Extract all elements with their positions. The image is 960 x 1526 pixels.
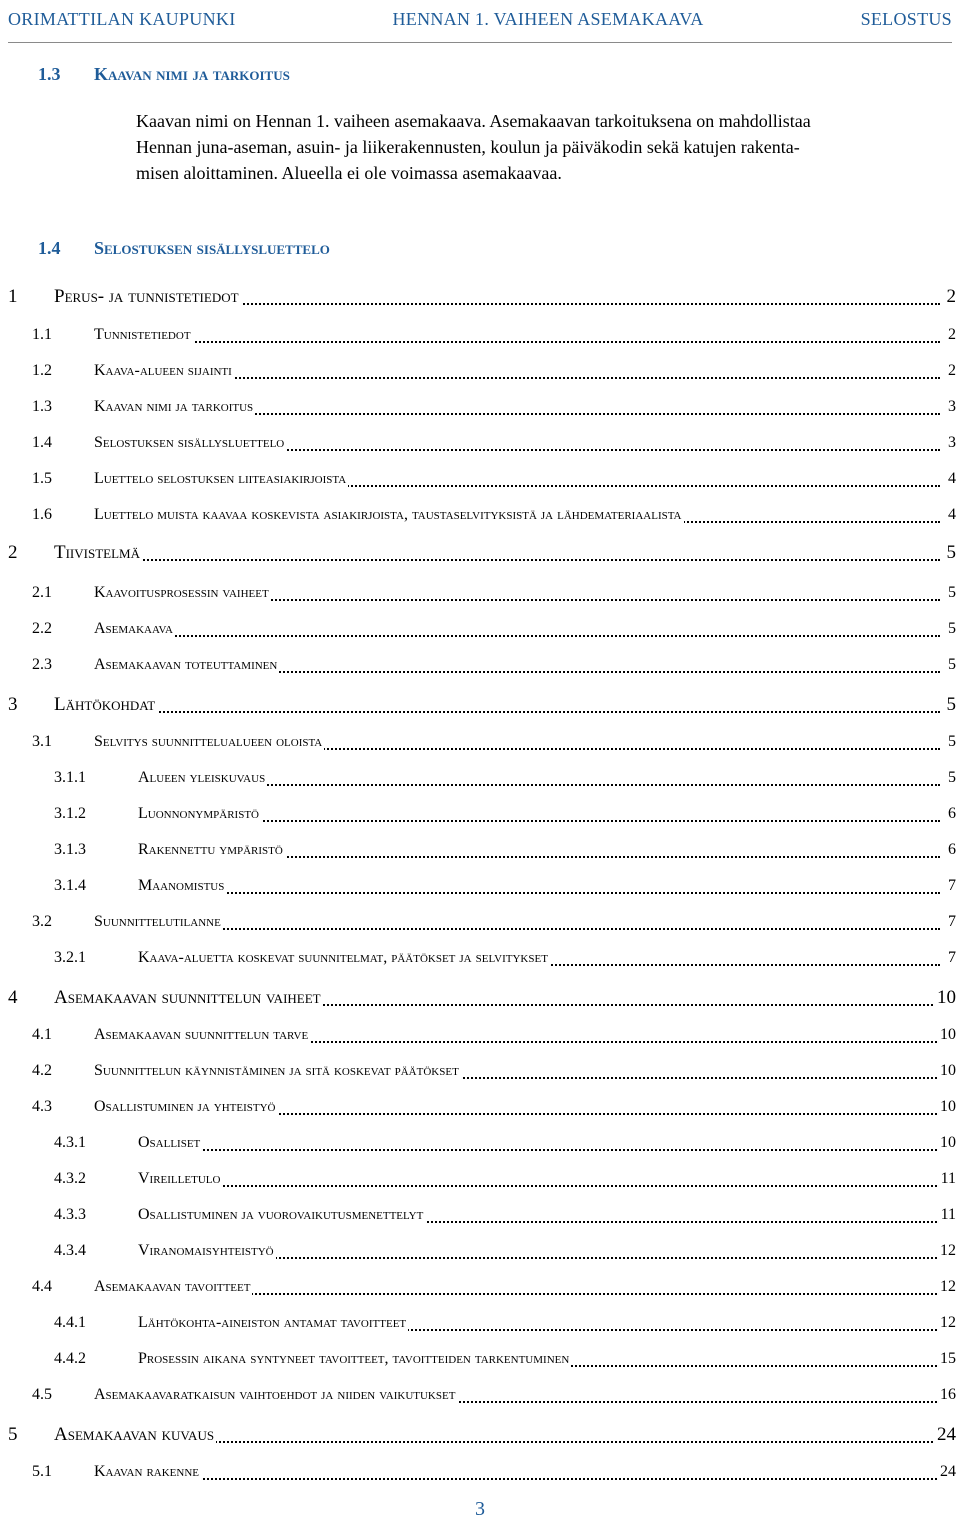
toc-entry-title: Osalliset <box>138 1134 201 1151</box>
section-heading-1-3 <box>38 64 290 85</box>
header-document-type: SELOSTUS <box>860 9 952 29</box>
toc-entry-page: 5 <box>945 656 958 674</box>
toc-entry-title: Kaavan nimi ja tarkoitus <box>94 398 254 415</box>
toc-entry-page: 12 <box>937 1242 958 1260</box>
toc-entry-page: 24 <box>934 1424 958 1446</box>
toc-entry-page: 5 <box>945 733 958 751</box>
toc-entry-number: 4.5 <box>32 1386 52 1403</box>
toc-entry-number: 4.3.3 <box>54 1206 86 1223</box>
page-number: 3 <box>475 1498 485 1520</box>
toc-entry-number: 1 <box>8 286 18 307</box>
toc-entry-page: 16 <box>937 1386 958 1404</box>
toc-entry-number: 4.4.1 <box>54 1314 86 1331</box>
toc-entry-number: 4.4.2 <box>54 1350 86 1367</box>
toc-entry-title: Asemakaavan suunnittelun vaiheet <box>54 987 321 1008</box>
toc-entry[interactable] <box>0 805 960 827</box>
section-1-3-paragraph <box>136 108 956 186</box>
toc-entry-page: 5 <box>945 584 958 602</box>
toc-entry[interactable] <box>0 286 960 310</box>
toc-entry[interactable] <box>0 542 960 566</box>
paragraph-line: Hennan juna-aseman, asuin- ja liikerakennusten, koulun ja päiväkodin sekä katujen rakenta- <box>136 137 800 157</box>
toc-entry[interactable] <box>0 1242 960 1264</box>
toc-entry-page: 10 <box>937 1062 958 1080</box>
toc-entry-number: 3 <box>8 694 18 715</box>
toc-entry-number: 3.1.3 <box>54 841 86 858</box>
toc-entry-page: 6 <box>945 805 958 823</box>
toc-entry-title: Selvitys suunnittelualueen oloista <box>94 733 323 750</box>
toc-entry-number: 4.3.4 <box>54 1242 86 1259</box>
toc-entry-title: Asemakaavaratkaisun vaihtoehdot ja niiden vaikutukset <box>94 1386 456 1403</box>
toc-entry-title: Viranomaisyhteistyö <box>138 1242 274 1259</box>
toc-entry-title: Tiivistelmä <box>54 542 140 563</box>
toc-entry[interactable] <box>0 841 960 863</box>
toc-dot-leader <box>136 877 940 894</box>
toc-entry[interactable] <box>0 949 960 971</box>
toc-entry-page: 2 <box>945 326 958 344</box>
toc-entry-title: Alueen yleiskuvaus <box>138 769 266 786</box>
toc-entry[interactable] <box>0 1278 960 1300</box>
toc-entry[interactable] <box>0 1206 960 1228</box>
toc-entry-number: 2 <box>8 542 18 563</box>
toc-entry-title: Suunnittelun käynnistäminen ja sitä koskevat päätökset <box>94 1062 459 1079</box>
toc-entry[interactable] <box>0 584 960 606</box>
toc-entry[interactable] <box>0 1424 960 1448</box>
toc-dot-leader <box>136 1134 940 1151</box>
toc-entry-number: 1.4 <box>32 434 52 451</box>
toc-entry-title: Asemakaava <box>94 620 173 637</box>
toc-entry-page: 12 <box>937 1278 958 1296</box>
toc-entry-page: 5 <box>945 620 958 638</box>
toc-entry-title: Kaava-alueen sijainti <box>94 362 232 379</box>
toc-entry-title: Vireilletulo <box>138 1170 221 1187</box>
toc-entry-title: Luettelo selostuksen liiteasiakirjoista <box>94 470 347 487</box>
toc-entry-title: Asemakaavan suunnittelun tarve <box>94 1026 309 1043</box>
toc-entry-title: Prosessin aikana syntyneet tavoitteet, tavoitteiden tarkentuminen <box>138 1350 570 1367</box>
toc-entry-page: 5 <box>944 542 959 564</box>
toc-entry-number: 1.6 <box>32 506 52 523</box>
toc-entry-number: 3.2.1 <box>54 949 86 966</box>
toc-entry[interactable] <box>0 987 960 1011</box>
toc-entry-page: 10 <box>937 1026 958 1044</box>
toc-entry[interactable] <box>0 694 960 718</box>
toc-entry-page: 2 <box>945 362 958 380</box>
toc-entry[interactable] <box>0 620 960 642</box>
header-municipality: ORIMATTILAN KAUPUNKI <box>8 9 236 29</box>
toc-dot-leader <box>92 620 940 637</box>
toc-entry[interactable] <box>0 1026 960 1048</box>
toc-entry[interactable] <box>0 1350 960 1372</box>
toc-entry[interactable] <box>0 434 960 456</box>
toc-entry-number: 1.3 <box>32 398 52 415</box>
toc-entry-page: 12 <box>937 1314 958 1332</box>
toc-entry-title: Maanomistus <box>138 877 225 894</box>
toc-entry[interactable] <box>0 656 960 678</box>
toc-entry-title: Asemakaavan kuvaus <box>54 1424 215 1445</box>
toc-entry-number: 4.3 <box>32 1098 52 1115</box>
toc-entry-number: 2.3 <box>32 656 52 673</box>
toc-entry-page: 7 <box>945 877 958 895</box>
toc-dot-leader <box>136 1170 940 1187</box>
toc-entry-number: 5 <box>8 1424 18 1445</box>
toc-dot-leader <box>52 694 940 713</box>
paragraph-line: Kaavan nimi on Hennan 1. vaiheen asemakaava. Asemakaavan tarkoituksena on mahdollistaa <box>136 111 811 131</box>
toc-entry-page: 5 <box>945 769 958 787</box>
toc-entry-page: 11 <box>938 1170 958 1188</box>
toc-entry-title: Suunnittelutilanne <box>94 913 221 930</box>
toc-entry-title: Osallistuminen ja yhteistyö <box>94 1098 276 1115</box>
toc-entry-number: 2.1 <box>32 584 52 601</box>
toc-entry-page: 10 <box>934 987 958 1009</box>
toc-entry[interactable] <box>0 733 960 755</box>
toc-entry[interactable] <box>0 1170 960 1192</box>
toc-entry-number: 4.4 <box>32 1278 52 1295</box>
toc-entry-page: 10 <box>937 1134 958 1152</box>
toc-entry[interactable] <box>0 1134 960 1156</box>
toc-entry-title: Kaavoitusprosessin vaiheet <box>94 584 269 601</box>
toc-dot-leader <box>92 1463 940 1480</box>
toc-entry[interactable] <box>0 1314 960 1336</box>
section-number: 1.3 <box>38 64 61 84</box>
toc-entry-page: 4 <box>945 506 958 524</box>
toc-entry[interactable] <box>0 506 960 528</box>
running-header <box>8 0 952 30</box>
toc-entry-number: 1.2 <box>32 362 52 379</box>
toc-entry-page: 10 <box>937 1098 958 1116</box>
header-divider <box>8 42 952 43</box>
toc-entry-title: Lähtökohta-aineiston antamat tavoitteet <box>138 1314 407 1331</box>
toc-entry-page: 3 <box>945 398 958 416</box>
toc-entry[interactable] <box>0 1062 960 1084</box>
toc-dot-leader <box>92 326 940 343</box>
toc-entry-number: 1.1 <box>32 326 52 343</box>
toc-entry-title: Kaavan rakenne <box>94 1463 199 1480</box>
toc-entry-number: 3.1.1 <box>54 769 86 786</box>
toc-entry-number: 3.1.2 <box>54 805 86 822</box>
toc-entry-number: 5.1 <box>32 1463 52 1480</box>
toc-entry-title: Luonnonympäristö <box>138 805 260 822</box>
toc-entry-page: 24 <box>937 1463 958 1481</box>
toc-entry-page: 7 <box>945 949 958 967</box>
toc-entry-page: 11 <box>938 1206 958 1224</box>
toc-entry-title: Tunnistetiedot <box>94 326 191 343</box>
section-heading-1-4 <box>38 238 330 259</box>
toc-entry-number: 4.3.2 <box>54 1170 86 1187</box>
toc-entry-number: 2.2 <box>32 620 52 637</box>
toc-entry[interactable] <box>0 1463 960 1485</box>
section-title: Kaavan nimi ja tarkoitus <box>94 64 290 84</box>
toc-entry-title: Lähtökohdat <box>54 694 156 715</box>
toc-entry[interactable] <box>0 769 960 791</box>
toc-entry-title: Perus- ja tunnistetiedot <box>54 286 239 307</box>
section-title: Selostuksen sisällysluettelo <box>94 238 330 258</box>
toc-entry[interactable] <box>0 362 960 384</box>
toc-entry-number: 4.1 <box>32 1026 52 1043</box>
toc-entry-title: Kaava-aluetta koskevat suunnitelmat, päätökset ja selvitykset <box>138 949 548 966</box>
toc-entry-page: 4 <box>945 470 958 488</box>
toc-entry-page: 2 <box>944 286 959 308</box>
paragraph-line: misen aloittaminen. Alueella ei ole voimassa asemakaavaa. <box>136 163 562 183</box>
toc-entry-number: 3.1.4 <box>54 877 86 894</box>
toc-entry-number: 4.2 <box>32 1062 52 1079</box>
toc-entry-number: 3.1 <box>32 733 52 750</box>
toc-entry[interactable] <box>0 913 960 935</box>
toc-entry[interactable] <box>0 1098 960 1120</box>
toc-entry-page: 3 <box>945 434 958 452</box>
toc-entry-number: 4 <box>8 987 18 1008</box>
toc-entry-title: Asemakaavan tavoitteet <box>94 1278 251 1295</box>
toc-dot-leader <box>52 542 940 561</box>
toc-entry-page: 5 <box>944 694 959 716</box>
toc-entry-title: Osallistuminen ja vuorovaikutusmenettelyt <box>138 1206 424 1223</box>
toc-entry-number: 4.3.1 <box>54 1134 86 1151</box>
toc-entry-page: 15 <box>937 1350 958 1368</box>
toc-entry[interactable] <box>0 326 960 348</box>
toc-entry[interactable] <box>0 470 960 492</box>
toc-entry[interactable] <box>0 877 960 899</box>
toc-entry[interactable] <box>0 398 960 420</box>
toc-entry-number: 1.5 <box>32 470 52 487</box>
toc-entry-page: 7 <box>945 913 958 931</box>
header-plan-name: HENNAN 1. VAIHEEN ASEMAKAAVA <box>392 9 704 29</box>
section-number: 1.4 <box>38 238 61 258</box>
toc-entry-title: Rakennettu ympäristö <box>138 841 283 858</box>
toc-entry[interactable] <box>0 1386 960 1408</box>
toc-entry-page: 6 <box>945 841 958 859</box>
toc-entry-title: Selostuksen sisällysluettelo <box>94 434 285 451</box>
toc-entry-title: Luettelo muista kaavaa koskevista asiakirjoista, taustaselvityksistä ja lähdemateriaalista <box>94 506 682 523</box>
toc-entry-number: 3.2 <box>32 913 52 930</box>
toc-entry-title: Asemakaavan toteuttaminen <box>94 656 278 673</box>
